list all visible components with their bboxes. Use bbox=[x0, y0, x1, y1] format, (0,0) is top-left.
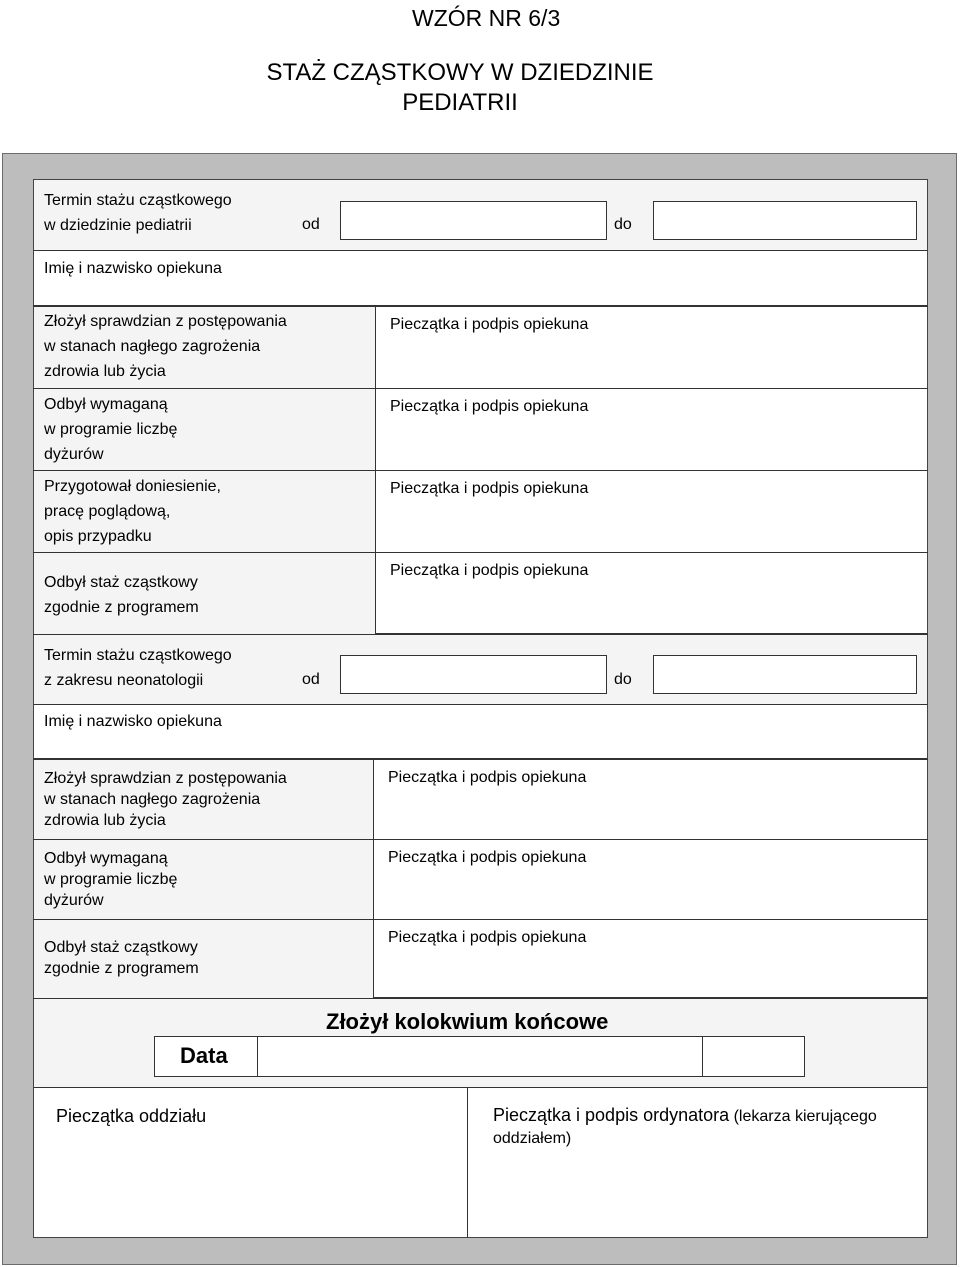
divider bbox=[33, 634, 928, 635]
pediatrics-from-label: od bbox=[302, 216, 320, 233]
neonatology-term-label: Termin stażu cząstkowego z zakresu neonatologii bbox=[44, 647, 232, 689]
divider bbox=[33, 919, 928, 920]
neonatology-row-stamp: Pieczątka i podpis opiekuna bbox=[388, 929, 587, 946]
divider bbox=[33, 839, 928, 840]
divider bbox=[33, 998, 928, 999]
pediatrics-row-stamp: Pieczątka i podpis opiekuna bbox=[390, 562, 589, 579]
divider bbox=[33, 552, 928, 553]
pediatrics-supervisor-label: Imię i nazwisko opiekuna bbox=[44, 260, 222, 277]
department-stamp-label: Pieczątka oddziału bbox=[56, 1106, 207, 1126]
head-stamp-main: Pieczątka i podpis ordynatora bbox=[493, 1105, 730, 1125]
neonatology-stamp-column bbox=[373, 759, 928, 998]
divider bbox=[33, 388, 928, 389]
colloquium-date-label: Data bbox=[180, 1043, 228, 1068]
department-stamp-field[interactable] bbox=[34, 1090, 466, 1237]
pediatrics-row-label: Przygotował doniesienie, pracę poglądową, opis przypadku bbox=[44, 478, 221, 545]
neonatology-supervisor-label: Imię i nazwisko opiekuna bbox=[44, 713, 222, 730]
divider bbox=[33, 470, 928, 471]
divider bbox=[467, 1087, 468, 1238]
divider bbox=[33, 759, 928, 760]
head-stamp-note2: oddziałem) bbox=[493, 1130, 572, 1147]
form-number: WZÓR NR 6/3 bbox=[412, 5, 561, 31]
colloquium-title: Złożył kolokwium końcowe bbox=[326, 1009, 609, 1034]
head-stamp-note: (lekarza kierującego bbox=[733, 1108, 877, 1125]
pediatrics-row-label: Odbył staż cząstkowy zgodnie z programem bbox=[44, 574, 199, 616]
neonatology-to-field[interactable] bbox=[653, 655, 917, 694]
divider bbox=[702, 1036, 703, 1077]
pediatrics-to-field[interactable] bbox=[653, 201, 917, 240]
form-title-line1: STAŻ CZĄSTKOWY W DZIEDZINIE bbox=[266, 59, 654, 86]
neonatology-row-label: Odbył staż cząstkowy zgodnie z programem bbox=[44, 939, 199, 977]
colloquium-date-field[interactable] bbox=[259, 1037, 701, 1076]
colloquium-extra-field[interactable] bbox=[704, 1037, 804, 1076]
neonatology-to-label: do bbox=[614, 671, 632, 688]
neonatology-row-stamp: Pieczątka i podpis opiekuna bbox=[388, 849, 587, 866]
pediatrics-term-label: Termin stażu cząstkowego w dziedzinie pediatrii bbox=[44, 192, 232, 234]
pediatrics-row-label: Złożył sprawdzian z postępowania w stanach nagłego zagrożenia zdrowia lub życia bbox=[44, 313, 287, 380]
pediatrics-row-stamp: Pieczątka i podpis opiekuna bbox=[390, 316, 589, 333]
form-title-line2: PEDIATRII bbox=[402, 89, 518, 116]
pediatrics-row-stamp: Pieczątka i podpis opiekuna bbox=[390, 398, 589, 415]
divider bbox=[257, 1036, 258, 1077]
pediatrics-from-field[interactable] bbox=[340, 201, 607, 240]
pediatrics-row-label: Odbył wymaganą w programie liczbę dyżurów bbox=[44, 396, 178, 463]
neonatology-from-field[interactable] bbox=[340, 655, 607, 694]
divider bbox=[33, 306, 928, 307]
neonatology-row-label: Złożył sprawdzian z postępowania w stanach nagłego zagrożenia zdrowia lub życia bbox=[44, 770, 287, 829]
neonatology-from-label: od bbox=[302, 671, 320, 688]
neonatology-row-stamp: Pieczątka i podpis opiekuna bbox=[388, 769, 587, 786]
pediatrics-row-stamp: Pieczątka i podpis opiekuna bbox=[390, 480, 589, 497]
pediatrics-to-label: do bbox=[614, 216, 632, 233]
head-stamp-label bbox=[493, 1104, 923, 1150]
neonatology-row-label: Odbył wymaganą w programie liczbę dyżurów bbox=[44, 850, 178, 909]
